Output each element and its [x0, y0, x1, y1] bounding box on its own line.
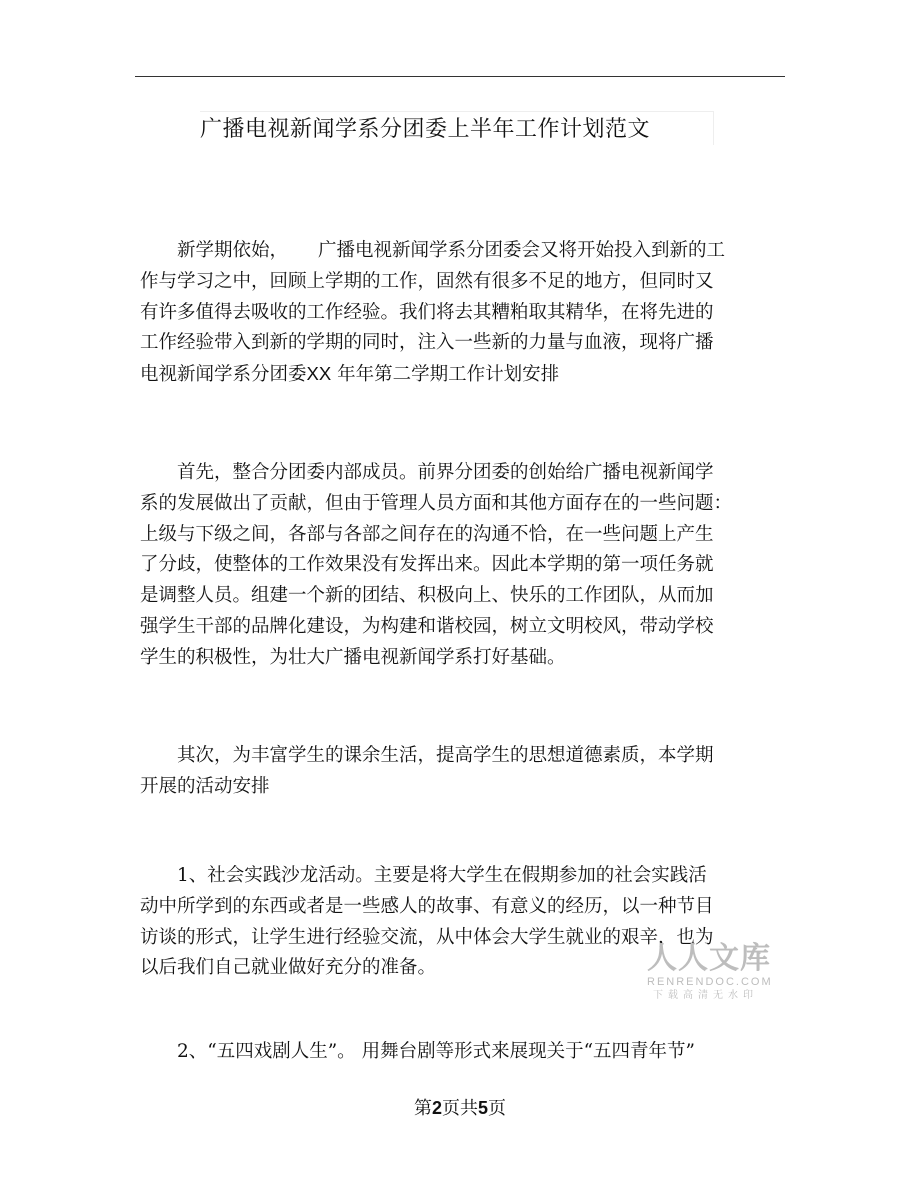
- text-line: 动中所学到的东西或者是一些感人的故事、有意义的经历，以一种节目: [140, 895, 714, 917]
- text-line: 强学生干部的品牌化建设，为构建和谐校园，树立文明校风，带动学校: [140, 615, 714, 637]
- text-line: 开展的活动安排: [140, 775, 270, 797]
- text-line: 系的发展做出了贡献，但由于管理人员方面和其他方面存在的一些问题：: [140, 492, 733, 514]
- text-line: 学生的积极性，为壮大广播电视新闻学系打好基础。: [140, 646, 566, 668]
- watermark: [647, 942, 772, 1003]
- text-line: 2、“五四戏剧人生”。 用舞台剧等形式来展现关于“五四青年节”: [177, 1041, 695, 1062]
- text-line: 上级与下级之间，各部与各部之间存在的沟通不恰，在一些问题上产生: [140, 523, 714, 545]
- text-line: 新学期依始， 广播电视新闻学系分团委会又将开始投入到新的工: [177, 240, 726, 261]
- paragraph-item-2: [140, 1037, 780, 1068]
- text-line: 是调整人员。组建一个新的团结、积极向上、快乐的工作团队，从而加: [140, 585, 714, 607]
- paragraph-intro: [140, 236, 780, 391]
- text-line: 电视新闻学系分团委XX 年年第二学期工作计划安排: [140, 363, 560, 386]
- text-line: 首先，整合分团委内部成员。前界分团委的创始给广播电视新闻学: [177, 462, 714, 483]
- document-title: 广播电视新闻学系分团委上半年工作计划范文: [200, 117, 651, 142]
- header-rule: [135, 76, 785, 77]
- text-line: 其次，为丰富学生的课余生活，提高学生的思想道德素质，本学期: [177, 745, 714, 766]
- text-line: 以后我们自己就业做好充分的准备。: [140, 957, 437, 979]
- watermark-site: RENRENDOC.COM: [647, 976, 773, 988]
- paragraph-first: [140, 458, 780, 674]
- watermark-note: 下载高清无水印: [653, 990, 758, 1001]
- text-line: 有许多值得去吸收的工作经验。我们将去其糟粕取其精华，在将先进的: [140, 301, 714, 323]
- watermark-logo-text: 人人文库: [647, 941, 771, 976]
- text-line: 工作经验带入到新的学期的同时，注入一些新的力量与血液，现将广播: [140, 332, 714, 354]
- text-line: 1、社会实践沙龙活动。主要是将大学生在假期参加的社会实践活: [177, 865, 707, 886]
- text-line: 了分歧，使整体的工作效果没有发挥出来。因此本学期的第一项任务就: [140, 554, 714, 576]
- paragraph-second: [140, 741, 780, 803]
- text-line: 访谈的形式，让学生进行经验交流，从中体会大学生就业的艰辛，也为: [140, 926, 714, 948]
- text-line: 作与学习之中，回顾上学期的工作，固然有很多不足的地方，但同时又: [140, 270, 714, 292]
- page-number: 第2页共5页: [413, 1098, 507, 1119]
